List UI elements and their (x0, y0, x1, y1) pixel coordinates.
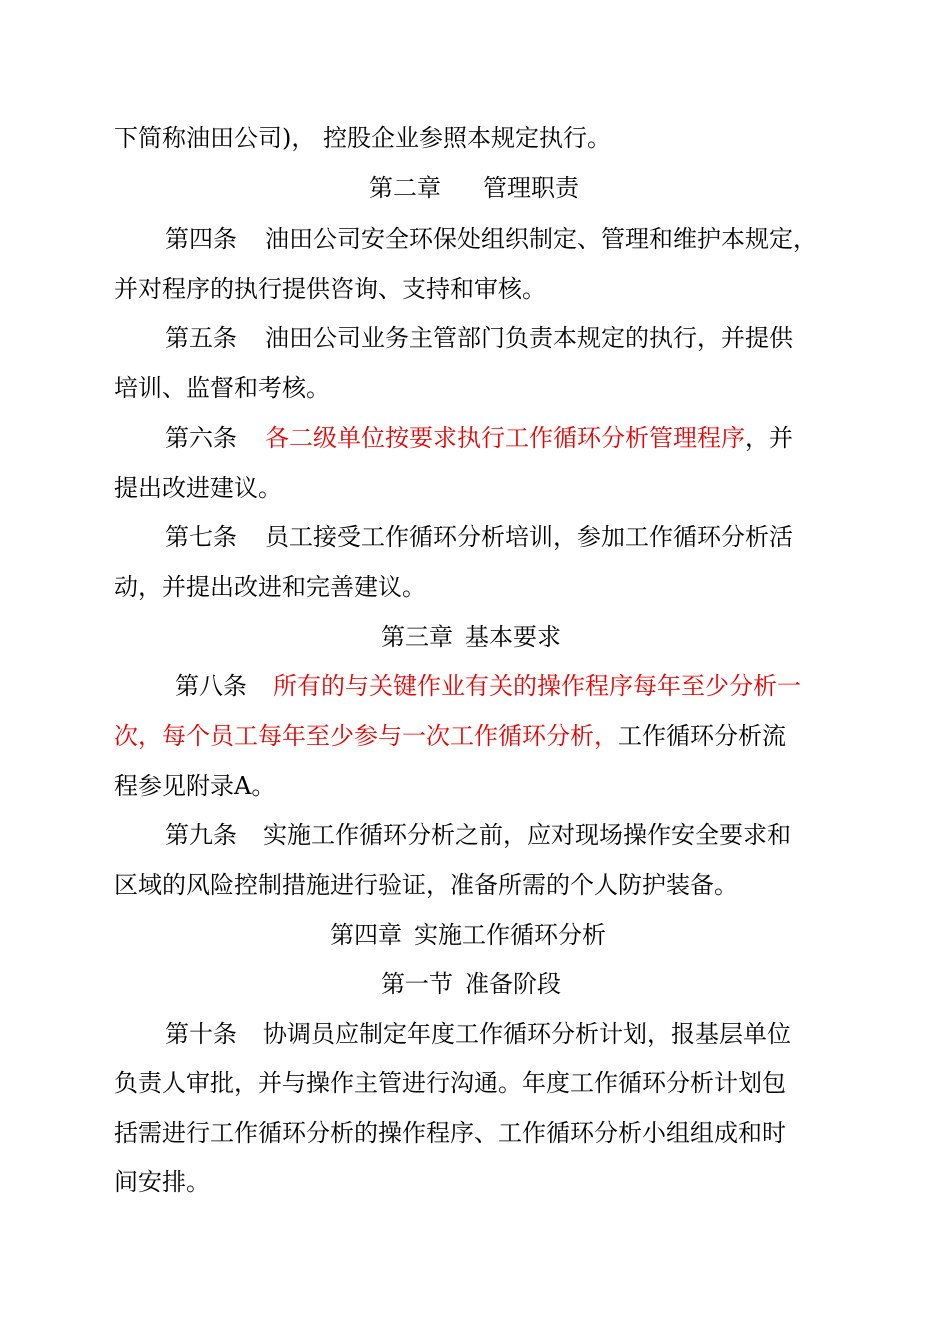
article-6-label: 第六条 (165, 424, 237, 452)
article-4-label: 第四条 (165, 225, 237, 253)
article-8-highlight-1: 所有的与关键作业有关的操作程序每年至少分析一 (273, 672, 801, 700)
article-7-line-2: 动，并提出改进和完善建议。 (114, 573, 426, 601)
article-10-line-3: 括需进行工作循环分析的操作程序、工作循环分析小组组成和时 (114, 1119, 786, 1147)
article-5-line-2: 培训、监督和考核。 (114, 374, 330, 402)
article-4-line-1 (165, 222, 817, 256)
article-10-line-4: 间安排。 (114, 1168, 210, 1196)
chapter-2-label: 第二章 (369, 174, 441, 202)
article-5-text: 油田公司业务主管部门负责本规定的执行，并提供 (265, 324, 793, 352)
article-4-text: 油田公司安全环保处组织制定、管理和维护本规定， (265, 225, 817, 253)
article-9-label: 第九条 (165, 821, 237, 849)
article-6-line-2: 提出改进建议。 (114, 474, 282, 502)
section-1-heading (381, 967, 561, 1001)
article-9-text: 实施工作循环分析之前，应对现场操作安全要求和 (263, 821, 791, 849)
article-7-label: 第七条 (165, 523, 237, 551)
section-1-title: 准备阶段 (465, 970, 561, 998)
article-6-highlight: 各二级单位按要求执行工作循环分析管理程序 (265, 424, 745, 452)
article-5-label: 第五条 (165, 324, 237, 352)
article-4-line-2: 并对程序的执行提供咨询、支持和审核。 (114, 275, 546, 303)
chapter-2-heading (369, 171, 579, 205)
article-8-highlight-2: 次，每个员工每年至少参与一次工作循环分析， (114, 722, 618, 750)
chapter-4-title: 实施工作循环分析 (414, 921, 606, 949)
article-8-rest: 工作循环分析流 (618, 722, 786, 750)
article-10-line-1 (165, 1017, 791, 1051)
article-6-line-1 (165, 421, 793, 455)
chapter-4-label: 第四章 (330, 921, 402, 949)
section-1-label: 第一节 (381, 970, 453, 998)
article-8-line-3: 程参见附录A。 (114, 772, 276, 800)
article-7-text: 员工接受工作循环分析培训，参加工作循环分析活 (265, 523, 793, 551)
chapter-3-title: 基本要求 (465, 623, 561, 651)
chapter-3-label: 第三章 (381, 623, 453, 651)
article-8-label: 第八条 (175, 672, 247, 700)
continuation-line: 下简称油田公司)， 控股企业参照本规定执行。 (114, 124, 611, 152)
article-5-line-1 (165, 321, 793, 355)
chapter-4-heading (330, 918, 606, 952)
article-8-line-2 (114, 719, 786, 753)
article-8-line-1 (175, 669, 801, 703)
article-9-line-2: 区域的风险控制措施进行验证，准备所需的个人防护装备。 (114, 871, 738, 899)
article-10-text: 协调员应制定年度工作循环分析计划，报基层单位 (263, 1020, 791, 1048)
chapter-3-heading (381, 620, 561, 654)
article-10-label: 第十条 (165, 1020, 237, 1048)
article-6-rest: ，并 (745, 424, 793, 452)
article-9-line-1 (165, 818, 791, 852)
article-10-line-2: 负责人审批，并与操作主管进行沟通。年度工作循环分析计划包 (114, 1069, 786, 1097)
article-7-line-1 (165, 520, 793, 554)
chapter-2-title: 管理职责 (483, 174, 579, 202)
